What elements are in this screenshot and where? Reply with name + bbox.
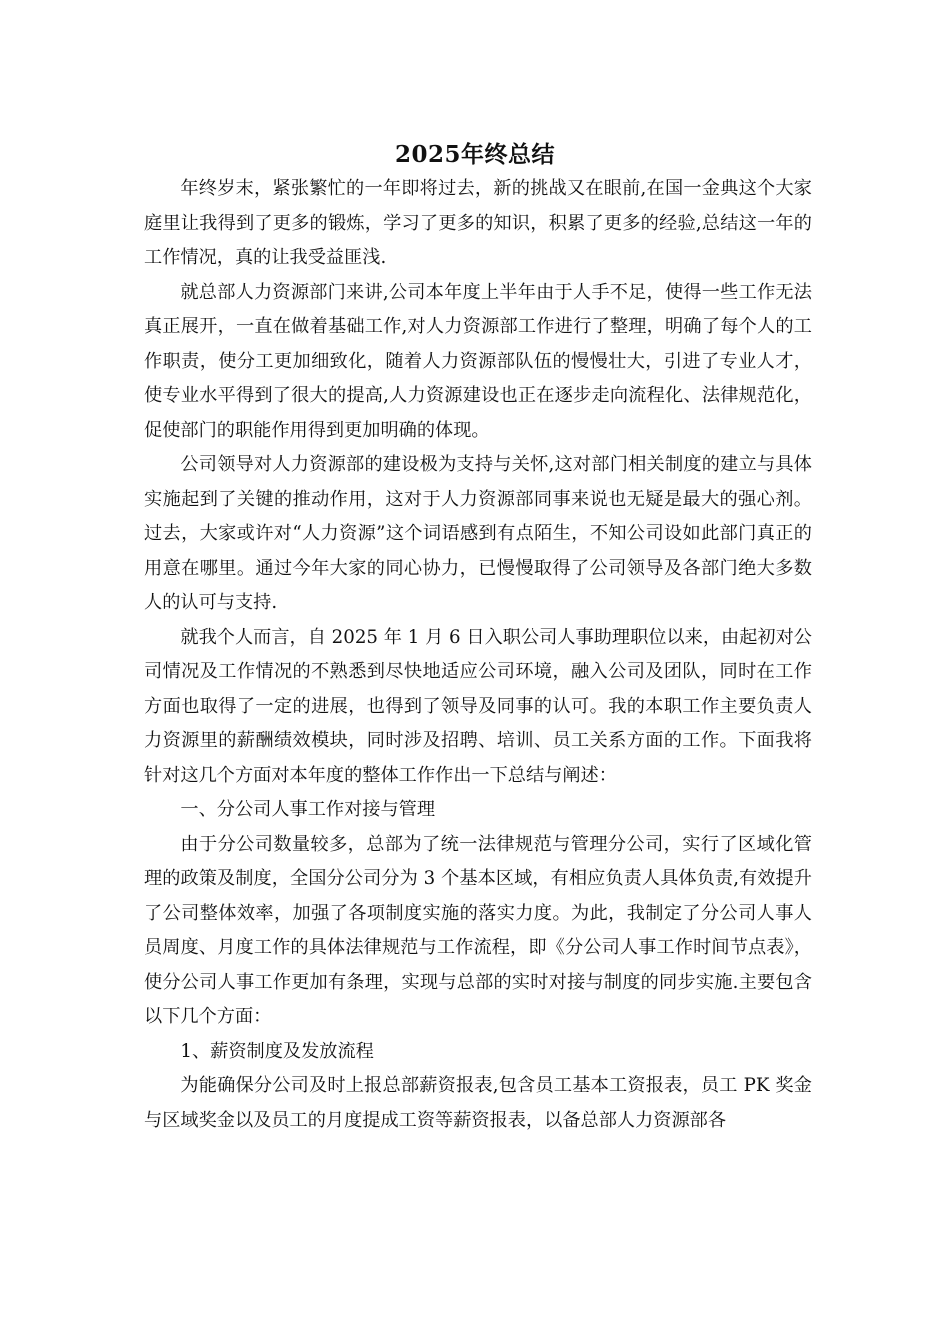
section-heading-branch-management: 一、分公司人事工作对接与管理	[180, 799, 436, 820]
paragraph-branch-management: 由于分公司数量较多，总部为了统一法律规范与管理分公司，实行了区域化管理的政策及制度，全国分公司分为 3 个基本区域，有相应负责人具体负责,有效提升了公司整体效率，加强了各项制度实施的落实力度。为此，我制定了分公司人事人员周度、月度工作的具体法律规范与工作流程，即《分公司人事工作时间节点表》，使分公司人事工作更加有条理，实现与总部的实时对接与制度的同步实施.主要包含以下几个方面：	[144, 833, 812, 1027]
subsection-heading-salary: 1、薪资制度及发放流程	[180, 1040, 374, 1062]
paragraph-salary: 为能确保分公司及时上报总部薪资报表,包含员工基本工资报表，员工 PK 奖金与区域奖金以及员工的月度提成工资等薪资报表，以备总部人力资源部各	[144, 1075, 812, 1131]
paragraph-personal-work: 就我个人而言，自 2025 年 1 月 6 日入职公司人事助理职位以来，由起初对公司情况及工作情况的不熟悉到尽快地适应公司环境，融入公司及团队，同时在工作方面也取得了一定的进展，也得到了领导及同事的认可。我的本职工作主要负责人力资源里的薪酬绩效模块，同时涉及招聘、培训、员工关系方面的工作。下面我将针对这几个方面对本年度的整体工作作出一下总结与阐述：	[144, 626, 812, 786]
document-title: 2025年终总结	[394, 141, 555, 168]
document-body	[144, 172, 812, 1138]
paragraph-leadership-support: 公司领导对人力资源部的建设极为支持与关怀,这对部门相关制度的建立与具体实施起到了关键的推动作用，这对于人力资源部同事来说也无疑是最大的强心剂。过去，大家或许对“人力资源”这个词语感到有点陌生，不知公司设如此部门真正的用意在哪里。通过今年大家的同心协力，已慢慢取得了公司领导及各部门绝大多数人的认可与支持.	[144, 454, 812, 613]
paragraph-hr-department: 就总部人力资源部门来讲,公司本年度上半年由于人手不足，使得一些工作无法真正展开，一直在做着基础工作,对人力资源部工作进行了整理，明确了每个人的工作职责，使分工更加细致化，随着人力资源部队伍的慢慢壮大，引进了专业人才，使专业水平得到了很大的提高,人力资源建设也正在逐步走向流程化、法律规范化，促使部门的职能作用得到更加明确的体现。	[144, 281, 812, 441]
paragraph-intro: 年终岁末，紧张繁忙的一年即将过去，新的挑战又在眼前,在国一金典这个大家庭里让我得到了更多的锻炼，学习了更多的知识，积累了更多的经验,总结这一年的工作情况，真的让我受益匪浅.	[144, 178, 812, 268]
